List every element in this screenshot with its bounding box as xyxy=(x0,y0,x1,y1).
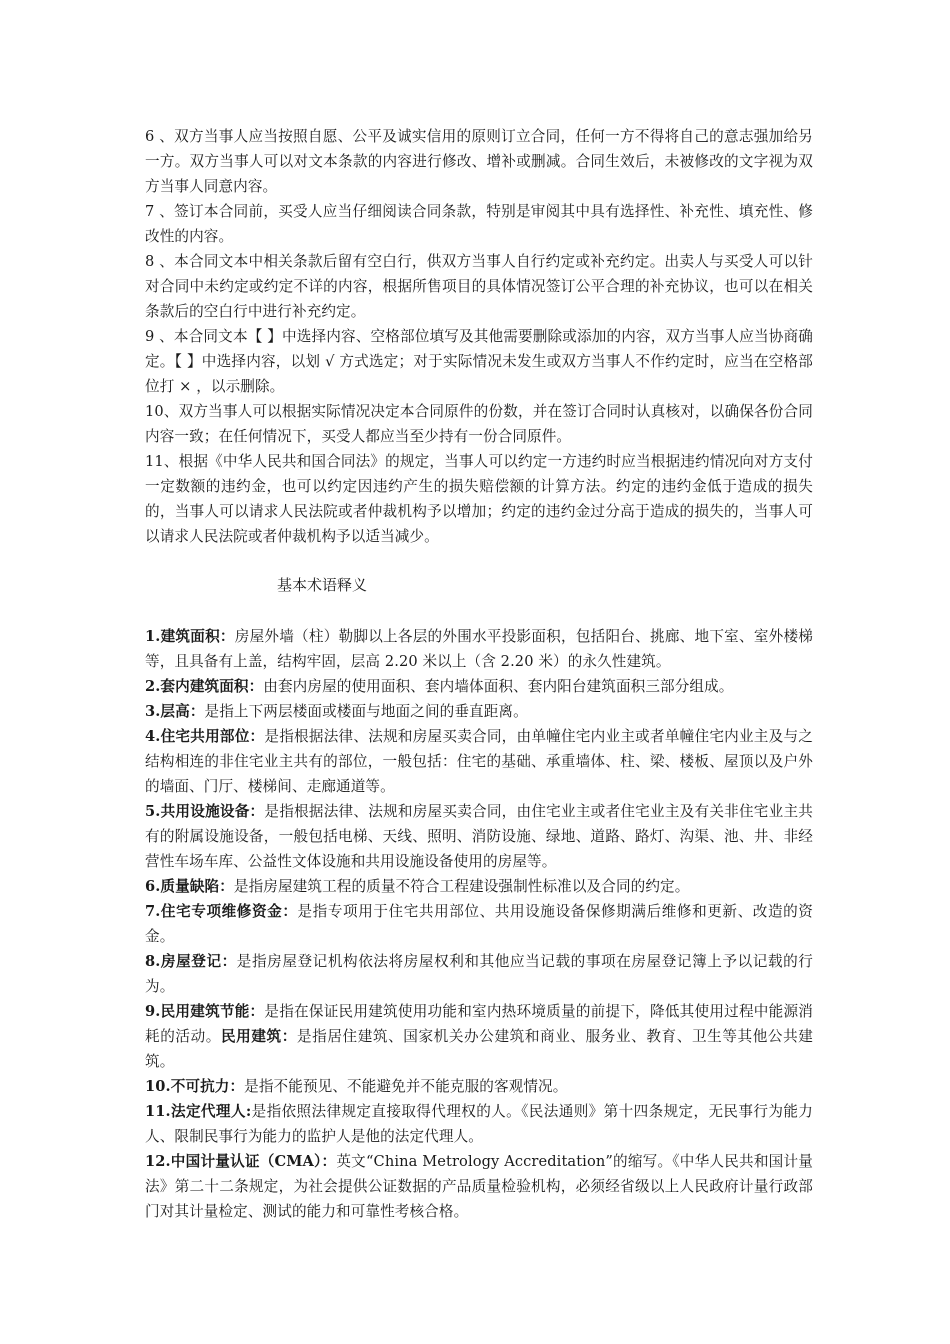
term-item xyxy=(145,699,813,724)
term-label: 10.不可抗力： xyxy=(145,1078,245,1095)
term-label: 1.建筑面积： xyxy=(145,628,235,645)
term-label: 5.共用设施设备： xyxy=(145,803,265,820)
term-label: 9.民用建筑节能： xyxy=(145,1003,265,1020)
term-item xyxy=(145,949,813,999)
term-item xyxy=(145,1074,813,1099)
term-definition: 房屋外墙（柱）勒脚以上各层的外围水平投影面积，包括阳台、挑廊、地下室、室外楼梯等，且具备有上盖，结构牢固，层高 2.20 米以上（含 2.20 米）的永久性建筑。 xyxy=(145,628,814,670)
clause-6: 6 、双方当事人应当按照自愿、公平及诚实信用的原则订立合同，任何一方不得将自己的意志强加给另一方。双方当事人可以对文本条款的内容进行修改、增补或删减。合同生效后，未被修改的文字视为双方当事人同意内容。 xyxy=(145,128,813,195)
term-item xyxy=(145,674,813,699)
term-definition: 是指不能预见、不能避免并不能克服的客观情况。 xyxy=(244,1078,568,1095)
term-label: 4.住宅共用部位： xyxy=(145,728,265,745)
term-label: 3.层高： xyxy=(145,703,205,720)
clause-8: 8 、本合同文本中相关条款后留有空白行，供双方当事人自行约定或补充约定。出卖人与买受人可以针对合同中未约定或约定不详的内容，根据所售项目的具体情况签订公平合理的补充协议，也可以在相关条款后的空白行中进行补充约定。 xyxy=(145,253,813,320)
term-label: 12.中国计量认证（CMA）： xyxy=(145,1153,337,1170)
term-item xyxy=(145,874,813,899)
term-definition: 是指依照法律规定直接取得代理权的人。《民法通则》第十四条规定，无民事行为能力人、限制民事行为能力的监护人是他的法定代理人。 xyxy=(145,1103,813,1145)
term-label: 11.法定代理人: xyxy=(145,1103,252,1120)
term-definition: 是指根据法律、法规和房屋买卖合同，由单幢住宅内业主或者单幢住宅内业主及与之结构相连的非住宅业主共有的部位，一般包括：住宅的基础、承重墙体、柱、梁、楼板、屋顶以及户外的墙面、门厅、楼梯间、走廊通道等。 xyxy=(145,728,813,795)
term-item xyxy=(145,999,813,1074)
clause-9: 9 、本合同文本【 】中选择内容、空格部位填写及其他需要删除或添加的内容，双方当事人应当协商确定。【 】中选择内容，以划 √ 方式选定；对于实际情况未发生或双方当事人不作约定时，应当在空格部位打 × ，以示删除。 xyxy=(145,328,813,395)
term-definition: 由套内房屋的使用面积、套内墙体面积、套内阳台建筑面积三部分组成。 xyxy=(263,678,734,695)
term-item xyxy=(145,624,813,674)
term-item xyxy=(145,899,813,949)
term-label: 6.质量缺陷： xyxy=(145,878,234,895)
term-definition: 英文“China Metrology Accreditation”的缩写。《中华人民共和国计量法》第二十二条规定，为社会提供公证数据的产品质量检验机构，必须经省级以上人民政府计量行政部门对其计量检定、测试的能力和可靠性考核合格。 xyxy=(145,1153,813,1220)
term-label: 8.房屋登记： xyxy=(145,953,237,970)
term-item xyxy=(145,799,813,874)
clause-10: 10、双方当事人可以根据实际情况决定本合同原件的份数，并在签订合同时认真核对，以确保各份合同内容一致；在任何情况下，买受人都应当至少持有一份合同原件。 xyxy=(145,403,813,445)
term-item xyxy=(145,1099,813,1149)
term-label: 7.住宅专项维修资金： xyxy=(145,903,298,920)
term-definition: 是指根据法律、法规和房屋买卖合同，由住宅业主或者住宅业主及有关非住宅业主共有的附属设施设备，一般包括电梯、天线、照明、消防设施、绿地、道路、路灯、沟渠、池、井、非经营性车场车库、公益性文体设施和共用设施设备使用的房屋等。 xyxy=(145,803,813,870)
document-page xyxy=(145,124,813,1224)
term-label: 民用建筑： xyxy=(220,1028,297,1045)
term-definition: 是指居住建筑、国家机关办公建筑和商业、服务业、教育、卫生等其他公共建筑。 xyxy=(145,1028,813,1070)
term-definition: 是指专项用于住宅共用部位、共用设施设备保修期满后维修和更新、改造的资金。 xyxy=(145,903,813,945)
term-definition: 是指上下两层楼面或楼面与地面之间的垂直距离。 xyxy=(204,703,528,720)
term-label: 2.套内建筑面积： xyxy=(145,678,264,695)
term-item xyxy=(145,1149,813,1224)
term-item xyxy=(145,724,813,799)
clause-11: 11、根据《中华人民共和国合同法》的规定，当事人可以约定一方违约时应当根据违约情况向对方支付一定数额的违约金，也可以约定因违约产生的损失赔偿额的计算方法。约定的违约金低于造成的损失的，当事人可以请求人民法院或者仲裁机构予以增加；约定的违约金过分高于造成的损失的，当事人可以请求人民法院或者仲裁机构予以适当减少。 xyxy=(145,453,813,545)
term-definition: 是指房屋登记机构依法将房屋权利和其他应当记载的事项在房屋登记簿上予以记载的行为。 xyxy=(145,953,813,995)
term-definition: 是指在保证民用建筑使用功能和室内热环境质量的前提下，降低其使用过程中能源消耗的活动。 xyxy=(145,1003,813,1045)
section-title: 基本术语释义 xyxy=(277,576,368,594)
clause-7: 7 、签订本合同前，买受人应当仔细阅读合同条款，特别是审阅其中具有选择性、补充性、填充性、修改性的内容。 xyxy=(145,203,813,245)
term-definition: 是指房屋建筑工程的质量不符合工程建设强制性标准以及合同的约定。 xyxy=(233,878,690,895)
